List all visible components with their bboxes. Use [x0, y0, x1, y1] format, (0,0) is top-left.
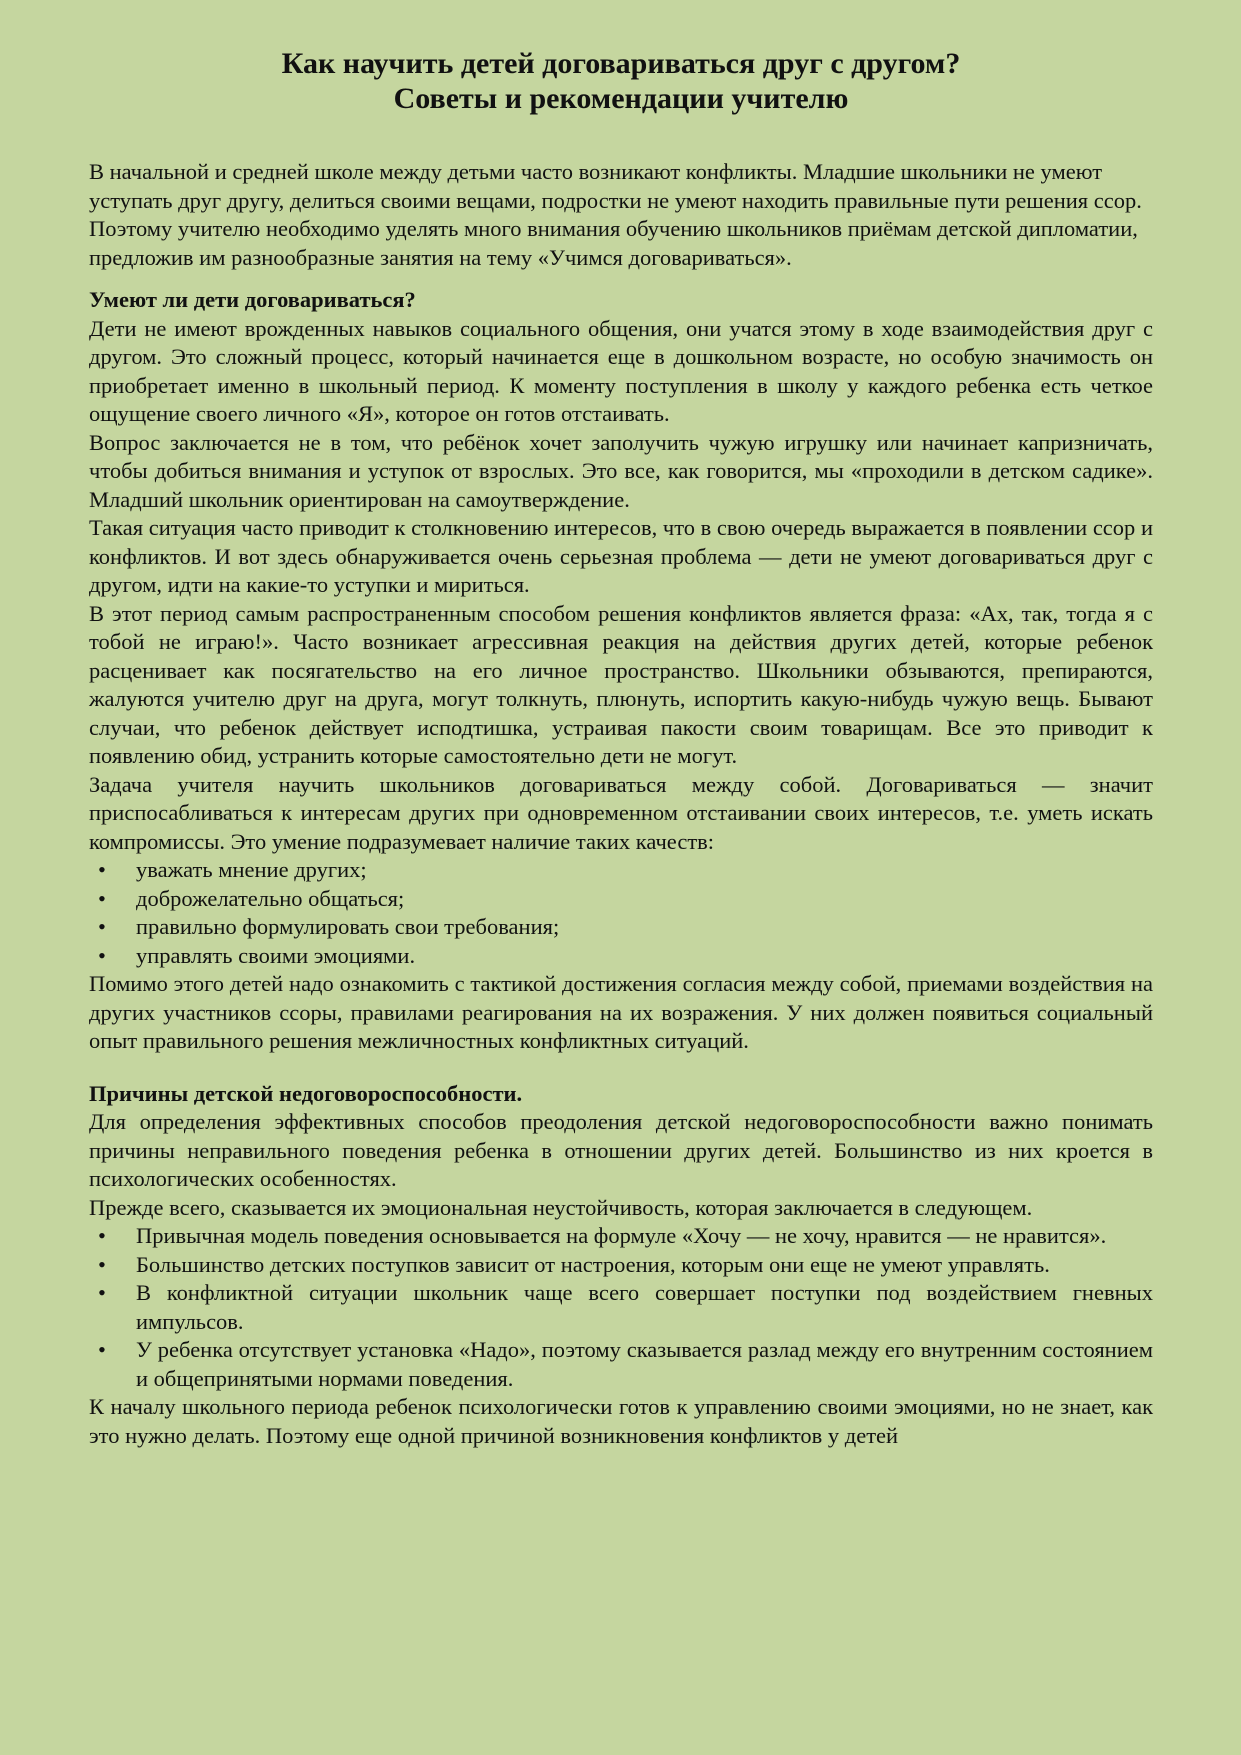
section-heading: Причины детской недоговороспособности. [89, 1080, 523, 1106]
paragraph: В этот период самым распространенным способом решения конфликтов является фраза: «Ах, так, тогда я с тобой не играю!». Часто возникает агрессивная реакция на действия других детей, которые ребенок расценивает как посягательство на его личное пространство. Школьники обзываются, препираются, жалуются учителю друг на друга, могут толкнуть, плюнуть, испортить какую-нибудь чужую вещь. Бывают случаи, что ребенок действует исподтишка, устраивая пакости своим товарищам. Все это приводит к появлению обид, устранить которые самостоятельно дети не могут. [89, 600, 1153, 768]
section-heading: Умеют ли дети договариваться? [89, 287, 416, 312]
intro-paragraph: В начальной и средней школе между детьми часто возникают конфликты. Младшие школьники не умеют уступать друг другу, делиться своими вещами, подростки не умеют находить правильные пути решения ссор. Поэтому учителю необходимо уделять много внимания обучению школьников приёмам детской дипломатии, предложив им разнообразные занятия на тему «Учимся договариваться». [89, 159, 1142, 270]
page-title [89, 46, 1153, 116]
paragraph: Задача учителя научить школьников договариваться между собой. Договариваться — значит приспосабливаться к интересам других при одновременном отстаивании своих интересов, т.е. уметь искать компромиссы. Это умение подразумевает наличие таких качеств: [89, 771, 1153, 854]
paragraph: Помимо этого детей надо ознакомить с тактикой достижения согласия между собой, приемами воздействия на других участников ссоры, правилами реагирования на их возражения. У них должен появиться социальный опыт правильного решения межличностных конфликтных ситуаций. [89, 971, 1153, 1053]
list-item: • У ребенка отсутствует установка «Надо», поэтому сказывается разлад между его внутренним состоянием и общепринятыми нормами поведения. [89, 1336, 1153, 1393]
list-item: • правильно формулировать свои требования; [89, 913, 1153, 942]
paragraph: Для определения эффективных способов преодоления детской недоговороспособности важно понимать причины неправильного поведения ребенка в отношении других детей. Большинство из них кроется в психологических особенностях. [89, 1109, 1153, 1191]
paragraph: Дети не имеют врожденных навыков социального общения, они учатся этому в ходе взаимодействия друг с другом. Это сложный процесс, который начинается еще в дошкольном возрасте, но особую значимость он приобретает именно в школьный период. К моменту поступления в школу у каждого ребенка есть четкое ощущение своего личного «Я», которое он готов отстаивать. [89, 315, 1153, 426]
paragraph: Прежде всего, сказывается их эмоциональная неустойчивость, которая заключается в следующем. [89, 1194, 1033, 1220]
section-agreement [89, 286, 1153, 1056]
list-item: • управлять своими эмоциями. [89, 942, 1153, 971]
causes-list [89, 1222, 1153, 1393]
list-item: • доброжелательно общаться; [89, 885, 1153, 914]
intro-section [89, 158, 1153, 272]
title-line-2: Советы и рекомендации учителю [393, 82, 849, 115]
paragraph: К началу школьного периода ребенок психологически готов к управлению своими эмоциями, но не знает, как это нужно делать. Поэтому еще одной причиной возникновения конфликтов у детей [89, 1394, 1153, 1448]
section-causes [89, 1080, 1153, 1451]
qualities-list [89, 856, 1153, 970]
list-item: • уважать мнение других; [89, 856, 1153, 885]
paragraph: Вопрос заключается не в том, что ребёнок хочет заполучить чужую игрушку или начинает капризничать, чтобы добиться внимания и уступок от взрослых. Это все, как говорится, мы «проходили в детском садике». Младший школьник ориентирован на самоутверждение. [89, 429, 1153, 512]
title-line-1: Как научить детей договариваться друг с другом? [281, 47, 961, 80]
paragraph: Такая ситуация часто приводит к столкновению интересов, что в свою очередь выражается в появлении ссор и конфликтов. И вот здесь обнаруживается очень серьезная проблема — дети не умеют договариваться друг с другом, идти на какие-то уступки и мириться. [89, 515, 1153, 597]
list-item: • Большинство детских поступков зависит от настроения, которым они еще не умеют управлять. [89, 1251, 1153, 1280]
list-item: • В конфликтной ситуации школьник чаще всего совершает поступки под воздействием гневных импульсов. [89, 1279, 1153, 1336]
list-item: • Привычная модель поведения основывается на формуле «Хочу — не хочу, нравится — не нравится». [89, 1222, 1153, 1251]
